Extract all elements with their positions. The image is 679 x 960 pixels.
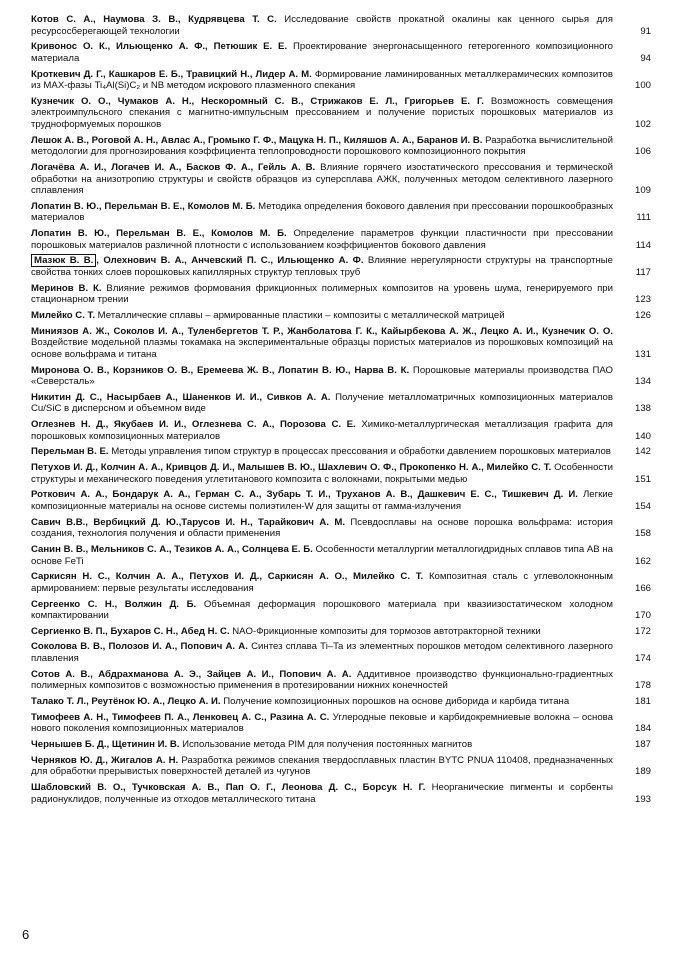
toc-entry xyxy=(31,326,651,361)
toc-entry-title: Особенности структуры и механического поведения углетитанового композита с волокнами, покрытыми медью xyxy=(31,462,613,485)
toc-entry-text xyxy=(31,41,613,64)
toc-entry-page: 100 xyxy=(634,80,651,92)
toc-entry-page: 184 xyxy=(634,723,651,735)
toc-entry-authors: Перельман В. Е. xyxy=(31,446,109,458)
toc-entry-page: 117 xyxy=(635,267,651,279)
toc-entry-page: 193 xyxy=(634,793,651,805)
toc-entry-page: 170 xyxy=(634,610,651,622)
toc-entry-page: 151 xyxy=(634,473,651,485)
toc-entry-page: 131 xyxy=(634,348,651,360)
toc-entry-page: 181 xyxy=(634,696,651,708)
toc-entry xyxy=(31,228,651,251)
toc-entry-authors: Соколова В. В., Полозов И. А., Попович А. А. xyxy=(31,641,248,653)
toc-entry xyxy=(31,446,651,458)
toc-entry-text xyxy=(31,755,613,778)
toc-entry-text xyxy=(31,135,613,158)
toc-entry-title: Проектирование энергонасыщенного гетерогенного композиционного материала xyxy=(31,41,613,64)
page-number: 6 xyxy=(22,927,30,942)
toc-entry-authors: Черняков Ю. Д., Жигалов А. Н. xyxy=(31,754,179,766)
toc-entry xyxy=(31,135,651,158)
toc-entry-page: 178 xyxy=(634,680,651,692)
toc-entry xyxy=(31,669,651,692)
toc-entry-page: 154 xyxy=(634,500,651,512)
toc-entry-text xyxy=(31,392,613,415)
toc-entry-text xyxy=(31,446,613,458)
toc-entry-authors: Логачёва А. И., Логачев И. А., Басков Ф. А., Гейль А. В. xyxy=(31,162,316,173)
toc-entry-page: 166 xyxy=(634,582,651,594)
toc-entry xyxy=(31,283,651,306)
toc-entry-title: Псевдосплавы на основе порошка вольфрама: история создания, технология получения и области применения xyxy=(31,516,613,540)
toc-entry-text xyxy=(31,69,613,92)
toc-entry-title: Методика определения бокового давления при прессовании порошкообразных материалов xyxy=(31,200,613,224)
toc-entry-authors: Саркисян Н. С., Колчин А. А., Петухов И. Д., Саркисян А. О., Милейко С. Т. xyxy=(31,571,424,583)
toc-entry-title: Использование метода PIM для получения постоянных магнитов xyxy=(182,739,473,750)
toc-entry-text xyxy=(31,96,613,131)
toc-entry-text xyxy=(31,517,613,540)
toc-entry-page: 94 xyxy=(640,52,651,64)
toc-entry-text xyxy=(31,162,613,197)
toc-entry xyxy=(31,419,651,442)
toc-entry-authors: Савич В.В., Вербицкий Д. Ю.,Тарусов И. Н., Тарайкович А. М. xyxy=(31,516,345,528)
toc-entry-authors: Миниязов А. Ж., Соколов И. А., Туленбергетов Т. Р., Жанболатова Г. К., Кайырбекова А. Ж., Лецко А. И., Кузнечик О. О. xyxy=(31,325,613,337)
toc-entry-title: Влияние режимов формования фрикционных полимерных композитов на уровень шума, генерируемого при стационарном трении xyxy=(31,282,614,306)
toc-entry-page: 134 xyxy=(634,376,651,388)
toc-entry-text xyxy=(31,310,613,322)
table-of-contents xyxy=(31,14,651,809)
toc-entry xyxy=(31,201,651,224)
toc-entry-authors: Петухов И. Д., Колчин А. А., Кривцов Д. И., Малышев В. Ю., Шахлевич О. Ф., Прокопенко Н. А., Милейко С. Т. xyxy=(31,462,552,474)
toc-entry xyxy=(31,41,651,64)
toc-entry xyxy=(31,14,651,37)
toc-entry-text xyxy=(31,489,613,512)
toc-entry-authors: Лопатин В. Ю., Перельман В. Е., Комолов М. Б. xyxy=(31,228,287,240)
toc-entry-title: Композитная сталь с углеволокнонным армированием: первые результаты исследования xyxy=(31,571,613,594)
toc-entry-text xyxy=(31,365,613,388)
toc-entry-authors: , Олехнович В. А., Анчевский П. С., Ильющенко А. Ф. xyxy=(96,255,364,267)
toc-entry-authors: Лешок А. В., Роговой А. Н., Авлас А., Громыко Г. Ф., Мацука Н. П., Киляшов А. А., Баранов И. В. xyxy=(31,134,483,146)
toc-entry-authors: Талако Т. Л., Реутёнок Ю. А., Лецко А. И. xyxy=(31,696,221,708)
toc-entry-authors: Роткович А. А., Бондарук А. А., Герман С. А., Зубарь Т. И., Труханов А. В., Дашкевич Е. С., Тишкевич Д. И. xyxy=(31,489,578,501)
toc-entry xyxy=(31,641,651,664)
toc-entry-authors-highlighted: Мазюк В. В. xyxy=(31,254,96,267)
toc-entry-page: 187 xyxy=(634,739,651,750)
toc-entry xyxy=(31,571,651,594)
toc-entry-page: 106 xyxy=(634,146,651,158)
toc-entry-authors: Санин В. В., Мельников С. А., Тезиков А. А., Солнцева Е. Б. xyxy=(31,543,313,555)
toc-entry-title: Углеродные пековые и карбидокремниевые волокна – основа нового поколения композиционных материалов xyxy=(31,711,613,735)
toc-entry-authors: Меринов В. К. xyxy=(31,282,102,294)
toc-entry-text xyxy=(31,599,613,622)
toc-entry xyxy=(31,365,651,388)
toc-entry-text xyxy=(31,326,613,361)
toc-entry xyxy=(31,517,651,540)
toc-entry-title: Синтез сплава Ti–Ta из элементных порошков методом селективного лазерного плавления xyxy=(31,641,613,665)
toc-entry-authors: Сотов А. В., Абдрахманова А. Э., Зайцев А. И., Попович А. А. xyxy=(31,668,352,680)
toc-entry xyxy=(31,782,651,805)
toc-entry-title: Объемная деформация порошкового материала при квазиизостатическом холодном компактировании xyxy=(31,598,613,622)
toc-entry-page: 172 xyxy=(634,625,651,637)
toc-entry-text xyxy=(31,782,613,805)
toc-entry xyxy=(31,392,651,415)
toc-entry-page: 162 xyxy=(634,555,651,567)
toc-entry-title: Возможность совмещения электроимпульсного спекания с магнитно-импульсным прессованием и получение пористых порошковых материалов из труднoформуемых порошков xyxy=(31,95,613,131)
toc-entry-authors: Шабловский В. О., Тучковская А. В., Пап О. Г., Леонова Д. С., Борсук Н. Г. xyxy=(31,781,426,793)
toc-entry-authors: Котов С. А., Наумова З. В., Кудрявцева Т. С. xyxy=(31,14,277,25)
toc-entry xyxy=(31,544,651,567)
toc-entry-authors: Сергеенко С. Н., Волжин Д. Б. xyxy=(31,598,197,610)
toc-entry-page: 140 xyxy=(634,430,651,442)
toc-entry-page: 102 xyxy=(634,119,651,131)
toc-entry-page: 138 xyxy=(634,403,651,415)
toc-entry-text xyxy=(31,626,613,638)
toc-entry-title: Определение параметров функции пластичности при прессовании порошковых материалов различной плотности с использованием коэффициентов бокового давления xyxy=(31,228,614,251)
toc-entry-text xyxy=(31,14,613,37)
toc-entry-title: Порошковые материалы производства ПАО «Северсталь» xyxy=(31,364,613,388)
toc-entry-title: Влияние горячего изостатического прессования и термической обработки на анизотропию структуры и свойств образцов из суперсплава АЖК, полученных методом селективного лазерного сплавления xyxy=(31,162,614,197)
toc-entry xyxy=(31,712,651,735)
toc-entry xyxy=(31,696,651,708)
toc-entry-title: Формирование ламинированных металлкерамических композитов из MAX-фазы Ti₄Al(Si)C₂ и NB методом искрового плазменного спекания xyxy=(31,68,613,92)
toc-entry-text xyxy=(31,571,613,594)
toc-entry-authors: Кривонос О. К., Ильющенко А. Ф., Петюшик Е. Е. xyxy=(31,41,288,53)
toc-entry-title: Аддитивное производство функционально-градиентных полимерных композитов с возможностью применения в протезировании нижних конечностей xyxy=(31,668,613,692)
toc-entry-title: Химико-металлургическая металлизация графита для порошковых композиционных материалов xyxy=(31,419,614,442)
toc-entry-title: Особенности металлургии металлогидридных сплавов типа АВ на основе FeTi xyxy=(31,543,613,567)
toc-entry xyxy=(31,626,651,638)
toc-entry-authors: Тимофеев А. Н., Тимофеев П. А., Ленковец А. С., Разина А. С. xyxy=(31,711,330,723)
toc-entry-title: Получение композиционных порошков на основе диборида и карбида титана xyxy=(223,696,570,708)
toc-entry-title: Легкие композиционные материалы на основе системы полиэтилен-W для защиты от гамма-излучения xyxy=(31,489,614,512)
toc-entry-authors: Кузнечик О. О., Чумаков А. Н., Нескоромный С. В., Стрижаков Е. Л., Григорьев Е. Г. xyxy=(31,95,484,107)
toc-entry-title: Методы управления типом структур в процессах прессования и обработки давлением порошковых материалов xyxy=(111,446,611,458)
toc-entry-title: Исследование свойств прокатной окалины как ценного сырья для ресурсосберегающей технологии xyxy=(31,14,613,37)
toc-entry xyxy=(31,255,651,278)
toc-entry xyxy=(31,462,651,485)
toc-entry-title: Разработка вычислительной методологии для прогнозирования коэффициента теплопроводности порошкового композиционного покрытия xyxy=(31,134,613,158)
toc-entry-text xyxy=(31,641,613,664)
toc-entry xyxy=(31,739,651,751)
toc-entry-text xyxy=(31,201,613,224)
toc-entry-page: 91 xyxy=(640,25,651,37)
toc-entry xyxy=(31,310,651,322)
toc-entry-authors: Лопатин В. Ю., Перельман В. Е., Комолов М. Б. xyxy=(31,200,256,212)
toc-entry-title: Воздействие модельной плазмы токамака на экспериментальные образцы пористых материалов из порошковых композиций на основе вольфрама и титана xyxy=(31,337,613,360)
toc-entry-text xyxy=(31,419,613,442)
toc-entry-page: 158 xyxy=(634,528,651,540)
toc-entry-title: Разработка режимов спекания твердосплавных пластин BYTC PNUA 110408, предназначенных для обработки прерывистых поверхностей деталей из чугунов xyxy=(31,754,613,778)
toc-entry-title: Неорганические пигменты и сорбенты радионуклидов, полученные из отходов металлического титана xyxy=(31,781,613,805)
toc-entry-text xyxy=(31,462,613,485)
toc-entry xyxy=(31,96,651,131)
toc-entry-text xyxy=(31,696,613,708)
toc-entry-page: 123 xyxy=(634,294,651,306)
toc-entry-authors: Чернышев Б. Д., Щетинин И. В. xyxy=(31,739,180,750)
toc-entry-text xyxy=(31,228,613,251)
toc-entry-page: 174 xyxy=(634,653,651,665)
toc-entry xyxy=(31,599,651,622)
toc-entry-text xyxy=(31,283,613,306)
toc-entry-authors: Никитин Д. С., Насырбаев А., Шаненков И. И., Сивков А. А. xyxy=(31,391,331,403)
toc-entry-title: Металлические сплавы – армированные пластики – композиты с металлической матрицей xyxy=(97,310,505,321)
toc-entry xyxy=(31,162,651,197)
toc-entry-text xyxy=(31,255,613,278)
toc-entry-authors: Миронова О. В., Корзников О. В., Еремеева Ж. В., Лопатин В. Ю., Нарва В. К. xyxy=(31,364,410,376)
toc-entry-authors: Кроткевич Д. Г., Кашкаров Е. Б., Травицкий Н., Лидер А. М. xyxy=(31,68,312,80)
toc-entry xyxy=(31,755,651,778)
toc-entry-page: 126 xyxy=(634,310,651,321)
toc-entry-text xyxy=(31,712,613,735)
toc-entry xyxy=(31,69,651,92)
toc-entry-authors: Сергиенко В. П., Бухаров С. Н., Абед Н. С. xyxy=(31,625,230,637)
toc-entry-page: 109 xyxy=(634,185,651,197)
toc-entry-page: 114 xyxy=(635,239,651,251)
toc-entry-text xyxy=(31,739,613,751)
toc-entry xyxy=(31,489,651,512)
toc-entry-authors: Милейко С. Т. xyxy=(31,310,95,321)
toc-entry-title: Получение металломатричных композиционных материалов Cu/SiC в дисперсном и объемном виде xyxy=(31,391,613,415)
toc-entry-authors: Оглезнев Н. Д., Якубаев И. И., Оглезнева С. А., Порозова С. Е. xyxy=(31,419,356,431)
toc-entry-title: Влияние нерегулярности структуры на транспортные свойства тонких слоев порошковых капиллярных структур тепловых труб xyxy=(31,255,613,279)
toc-entry-page: 189 xyxy=(634,766,651,778)
toc-entry-page: 111 xyxy=(636,212,651,224)
toc-entry-page: 142 xyxy=(634,446,651,458)
toc-entry-text xyxy=(31,669,613,692)
toc-entry-title: NAO-Фрикционные композиты для тормозов автотракторной техники xyxy=(232,625,541,637)
toc-entry-text xyxy=(31,544,613,567)
